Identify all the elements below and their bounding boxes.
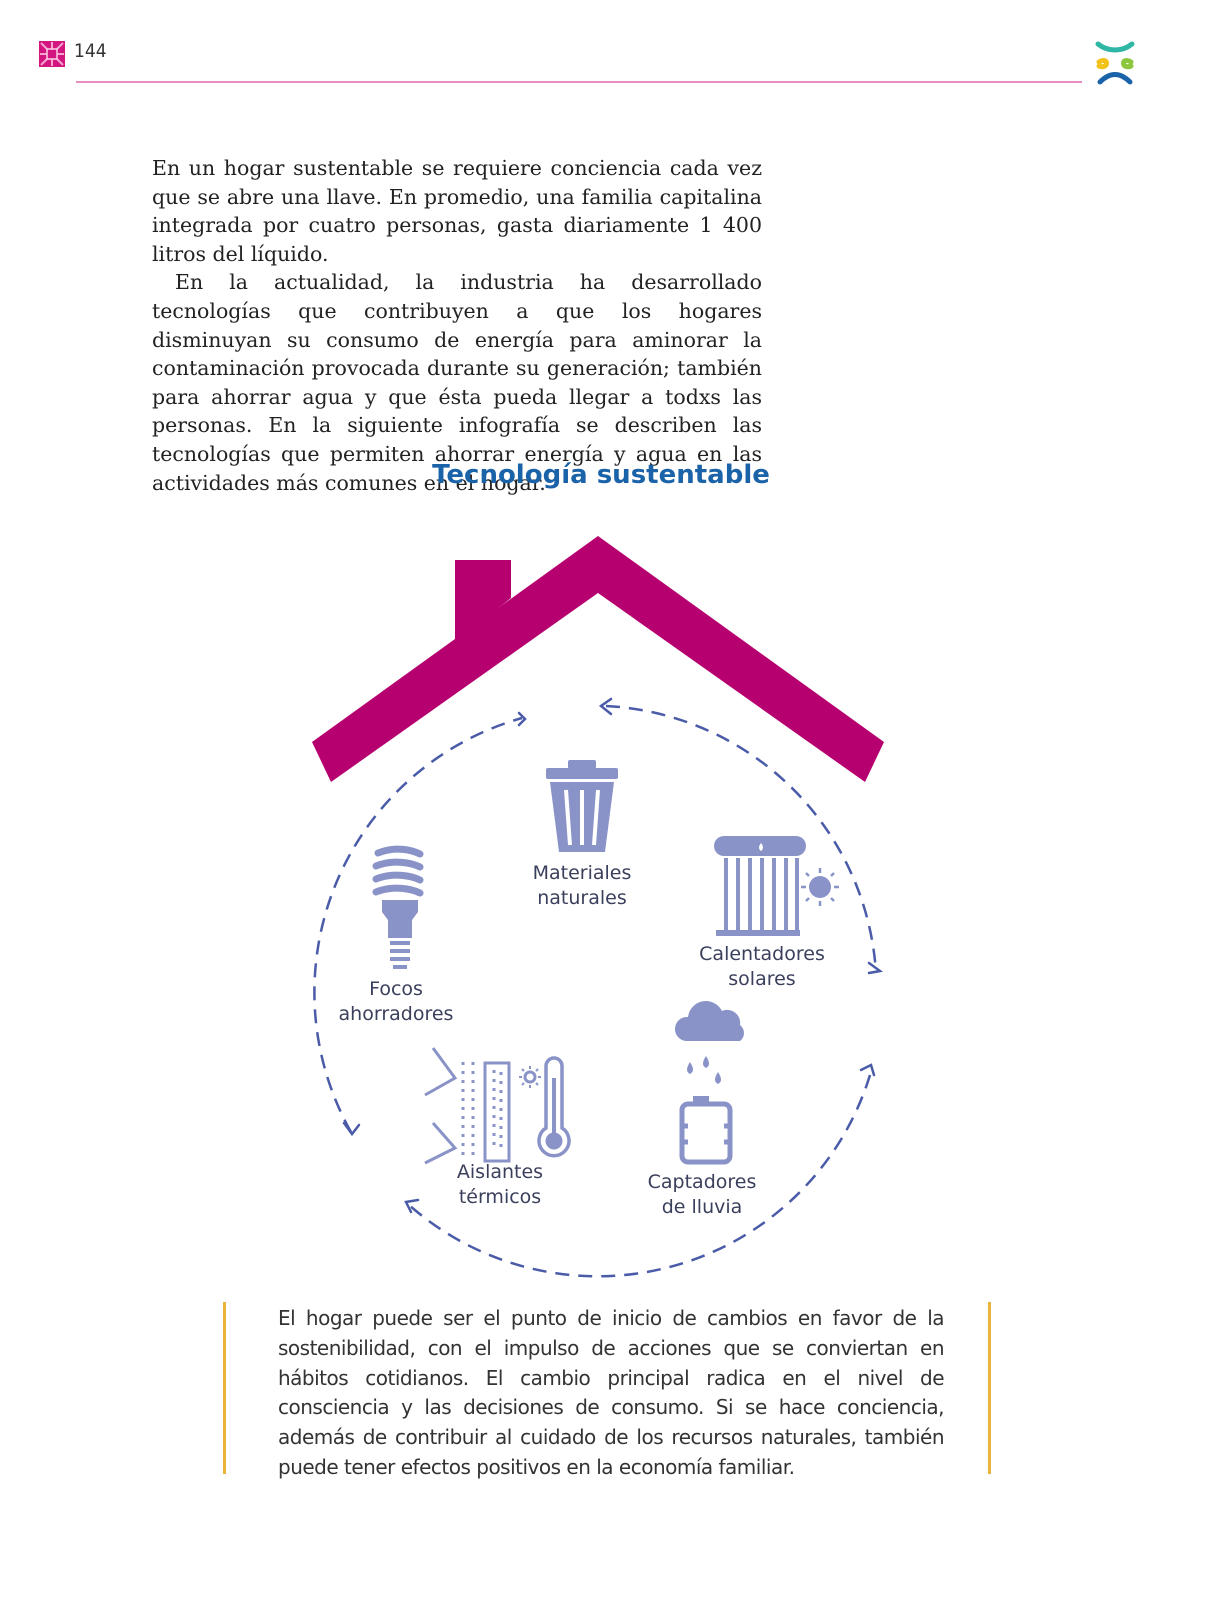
label-aislantes-termicos-2: térmicos [458, 1186, 542, 1208]
label-focos-ahorradores-2: ahorradores [338, 1003, 454, 1025]
solar-heater-icon [714, 836, 839, 936]
paragraph: En un hogar sustentable se requiere conciencia cada vez que se abre una llave. En promedio, una familia capitalina integrada por cuatro personas, gasta diariamente 1 400 litros del líquido. [152, 156, 762, 266]
label-materiales-naturales-1: Materiales [532, 862, 632, 884]
thermal-insulation-icon [425, 1048, 569, 1163]
callout-left-rule [223, 1302, 226, 1474]
label-aislantes-termicos-1: Aislantes [456, 1161, 544, 1183]
paragraph: En la actualidad, la industria ha desarrollado tecnologías que contribuyen a que los hogares disminuyan su consumo de energía para aminorar la contaminación provocada durante su generación; también para ahorrar agua y que ésta pueda llegar a todxs las personas. En la siguiente infografía se describen las tecnologías que permiten ahorrar energía y agua en las actividades más comunes en el hogar. [152, 270, 762, 495]
light-bulb-icon [376, 849, 420, 967]
infographic-title: Tecnología sustentable [432, 460, 770, 490]
callout-text: El hogar puede ser el punto de inicio de cambios en favor de la sostenibilidad, con el impulso de acciones que se conviertan en hábitos cotidianos. El cambio principal radica en el nivel de consciencia y las decisiones de consumo. Si se hace conciencia, además de contribuir al cuidado de los recursos naturales, también puede tener efectos positivos en la economía familiar. [278, 1306, 944, 1479]
label-calentadores-solares-2: solares [728, 968, 796, 990]
label-captadores-de-lluvia-1: Captadores [647, 1171, 757, 1193]
trash-can-icon [546, 760, 618, 852]
label-materiales-naturales-2: naturales [537, 887, 627, 909]
callout-right-rule [988, 1302, 991, 1474]
label-focos-ahorradores-1: Focos [369, 978, 423, 1000]
rain-collector-icon [675, 1001, 744, 1162]
house-roof [312, 536, 884, 782]
label-calentadores-solares-1: Calentadores [699, 943, 825, 965]
page-number: 144 [74, 40, 107, 62]
label-captadores-de-lluvia-2: de lluvia [661, 1196, 743, 1218]
